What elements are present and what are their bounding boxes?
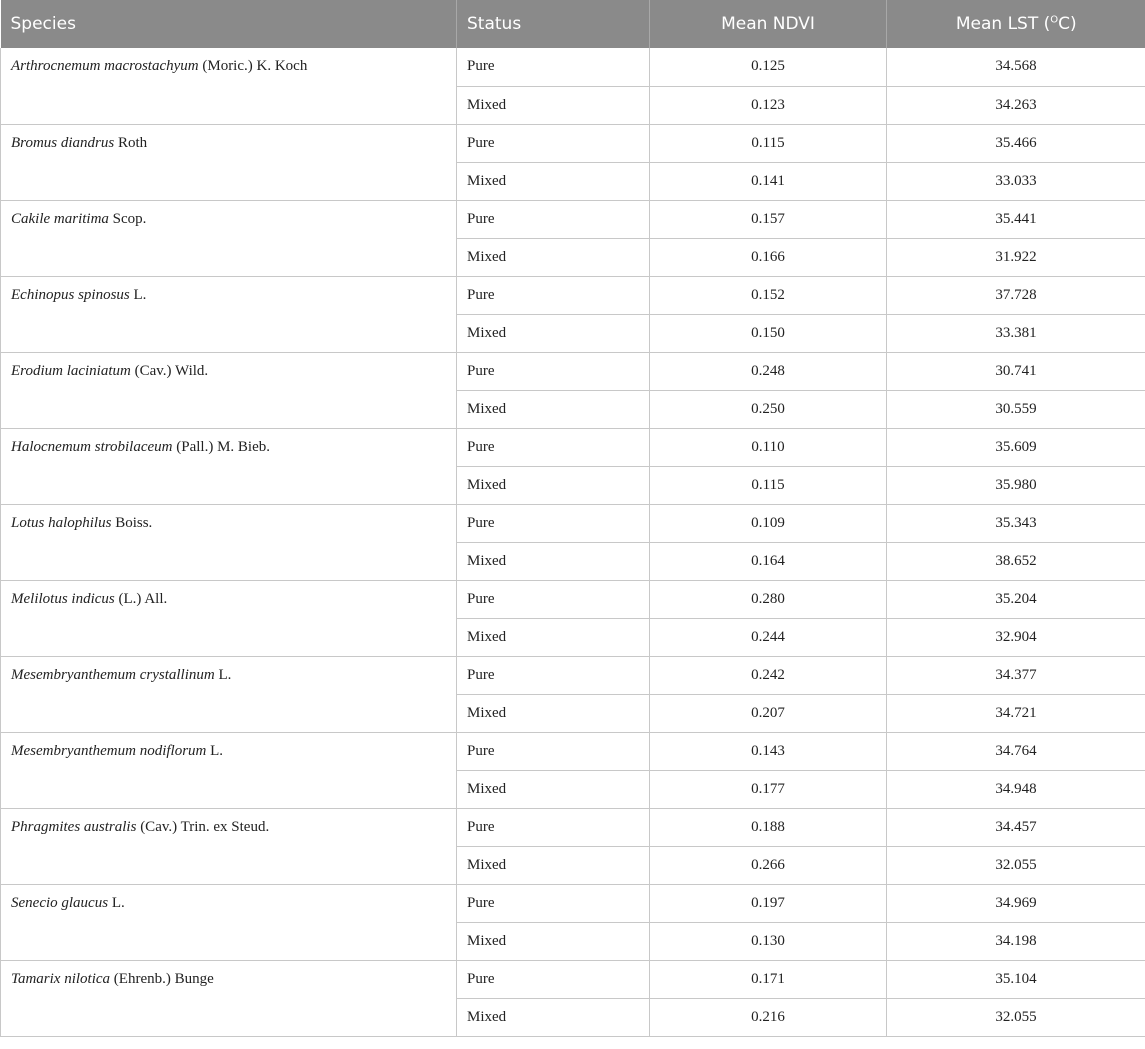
species-cell [1, 124, 457, 200]
species-name-italic: Phragmites australis [11, 818, 137, 835]
status-cell: Pure [457, 428, 650, 466]
species-authority: (Pall.) M. Bieb. [172, 438, 270, 455]
lst-cell: 34.764 [887, 732, 1145, 770]
table-row [1, 504, 1145, 542]
species-cell [1, 732, 457, 808]
status-cell: Mixed [457, 86, 650, 124]
table-row [1, 276, 1145, 314]
species-name-italic: Bromus diandrus [11, 134, 115, 151]
species-name-italic: Lotus halophilus [11, 514, 112, 531]
lst-cell: 32.055 [887, 846, 1145, 884]
species-cell [1, 884, 457, 960]
species-name-italic: Cakile maritima [11, 210, 109, 227]
header-species: Species [1, 0, 457, 48]
header-lst-prefix: Mean LST ( [955, 14, 1051, 34]
table-row [1, 960, 1145, 998]
header-lst-suffix: C) [1058, 14, 1077, 34]
species-name-italic: Erodium laciniatum [11, 362, 131, 379]
lst-cell: 34.568 [887, 48, 1145, 86]
lst-cell: 33.381 [887, 314, 1145, 352]
lst-cell: 33.033 [887, 162, 1145, 200]
ndvi-cell: 0.141 [650, 162, 887, 200]
ndvi-cell: 0.244 [650, 618, 887, 656]
species-cell [1, 504, 457, 580]
ndvi-cell: 0.164 [650, 542, 887, 580]
ndvi-cell: 0.177 [650, 770, 887, 808]
lst-cell: 35.204 [887, 580, 1145, 618]
ndvi-cell: 0.166 [650, 238, 887, 276]
species-name-italic: Mesembryanthemum crystallinum [11, 666, 215, 683]
ndvi-cell: 0.152 [650, 276, 887, 314]
table-row [1, 884, 1145, 922]
species-authority: Boiss. [111, 514, 153, 531]
ndvi-cell: 0.150 [650, 314, 887, 352]
status-cell: Pure [457, 884, 650, 922]
lst-cell: 35.609 [887, 428, 1145, 466]
table-row [1, 200, 1145, 238]
lst-cell: 32.904 [887, 618, 1145, 656]
species-cell [1, 48, 457, 124]
species-authority: L. [214, 666, 232, 683]
lst-cell: 35.441 [887, 200, 1145, 238]
lst-cell: 34.969 [887, 884, 1145, 922]
table-body [1, 48, 1145, 1036]
status-cell: Mixed [457, 390, 650, 428]
species-name-italic: Melilotus indicus [11, 590, 115, 607]
table-row [1, 580, 1145, 618]
lst-cell: 38.652 [887, 542, 1145, 580]
status-cell: Mixed [457, 770, 650, 808]
species-name-italic: Halocnemum strobilaceum [11, 438, 173, 455]
ndvi-cell: 0.115 [650, 124, 887, 162]
species-name-italic: Tamarix nilotica [11, 970, 111, 987]
species-cell [1, 656, 457, 732]
header-mean-ndvi: Mean NDVI [650, 0, 887, 48]
status-cell: Mixed [457, 162, 650, 200]
status-cell: Pure [457, 504, 650, 542]
status-cell: Mixed [457, 466, 650, 504]
ndvi-cell: 0.266 [650, 846, 887, 884]
species-cell [1, 352, 457, 428]
species-cell [1, 200, 457, 276]
header-lst-degree: O [1050, 14, 1059, 26]
status-cell: Pure [457, 124, 650, 162]
ndvi-cell: 0.109 [650, 504, 887, 542]
species-authority: (Cav.) Wild. [130, 362, 209, 379]
species-authority: Scop. [108, 210, 147, 227]
status-cell: Mixed [457, 314, 650, 352]
species-name-italic: Senecio glaucus [11, 894, 109, 911]
lst-cell: 34.198 [887, 922, 1145, 960]
species-authority: L. [206, 742, 224, 759]
status-cell: Pure [457, 48, 650, 86]
status-cell: Mixed [457, 846, 650, 884]
status-cell: Mixed [457, 542, 650, 580]
ndvi-cell: 0.115 [650, 466, 887, 504]
status-cell: Mixed [457, 618, 650, 656]
header-row [1, 0, 1145, 48]
lst-cell: 35.466 [887, 124, 1145, 162]
lst-cell: 30.741 [887, 352, 1145, 390]
ndvi-cell: 0.197 [650, 884, 887, 922]
ndvi-cell: 0.123 [650, 86, 887, 124]
species-name-italic: Echinopus spinosus [11, 286, 130, 303]
species-name-italic: Arthrocnemum macrostachyum [11, 58, 199, 74]
lst-cell: 35.343 [887, 504, 1145, 542]
ndvi-cell: 0.157 [650, 200, 887, 238]
lst-cell: 31.922 [887, 238, 1145, 276]
status-cell: Pure [457, 200, 650, 238]
status-cell: Pure [457, 656, 650, 694]
species-cell [1, 808, 457, 884]
status-cell: Mixed [457, 238, 650, 276]
species-authority: (Cav.) Trin. ex Steud. [136, 818, 270, 835]
lst-cell: 34.377 [887, 656, 1145, 694]
status-cell: Pure [457, 732, 650, 770]
species-authority: (Ehrenb.) Bunge [110, 970, 214, 987]
species-cell [1, 580, 457, 656]
lst-cell: 30.559 [887, 390, 1145, 428]
status-cell: Pure [457, 580, 650, 618]
species-authority: (Moric.) K. Koch [198, 58, 308, 74]
ndvi-cell: 0.207 [650, 694, 887, 732]
ndvi-cell: 0.110 [650, 428, 887, 466]
status-cell: Pure [457, 808, 650, 846]
status-cell: Pure [457, 352, 650, 390]
ndvi-cell: 0.248 [650, 352, 887, 390]
lst-cell: 34.457 [887, 808, 1145, 846]
ndvi-cell: 0.143 [650, 732, 887, 770]
status-cell: Mixed [457, 998, 650, 1036]
table-row [1, 428, 1145, 466]
header-mean-lst [887, 0, 1145, 48]
lst-cell: 35.104 [887, 960, 1145, 998]
lst-cell: 37.728 [887, 276, 1145, 314]
table-row [1, 124, 1145, 162]
lst-cell: 34.263 [887, 86, 1145, 124]
table-row [1, 808, 1145, 846]
status-cell: Mixed [457, 694, 650, 732]
ndvi-cell: 0.188 [650, 808, 887, 846]
lst-cell: 32.055 [887, 998, 1145, 1036]
species-authority: Roth [114, 134, 148, 151]
header-status: Status [457, 0, 650, 48]
status-cell: Mixed [457, 922, 650, 960]
ndvi-cell: 0.250 [650, 390, 887, 428]
lst-cell: 34.721 [887, 694, 1145, 732]
species-authority: L. [129, 286, 147, 303]
ndvi-cell: 0.125 [650, 48, 887, 86]
species-name-italic: Mesembryanthemum nodiflorum [11, 742, 207, 759]
species-cell [1, 960, 457, 1036]
species-cell [1, 276, 457, 352]
ndvi-cell: 0.242 [650, 656, 887, 694]
ndvi-cell: 0.280 [650, 580, 887, 618]
table-row [1, 656, 1145, 694]
status-cell: Pure [457, 276, 650, 314]
ndvi-cell: 0.130 [650, 922, 887, 960]
table-header [1, 0, 1145, 48]
status-cell: Pure [457, 960, 650, 998]
species-authority: L. [108, 894, 125, 911]
lst-cell: 35.980 [887, 466, 1145, 504]
lst-cell: 34.948 [887, 770, 1145, 808]
species-authority: (L.) All. [114, 590, 168, 607]
ndvi-cell: 0.216 [650, 998, 887, 1036]
ndvi-cell: 0.171 [650, 960, 887, 998]
table-row [1, 732, 1145, 770]
table-row [1, 48, 1145, 86]
species-cell [1, 428, 457, 504]
table-row [1, 352, 1145, 390]
